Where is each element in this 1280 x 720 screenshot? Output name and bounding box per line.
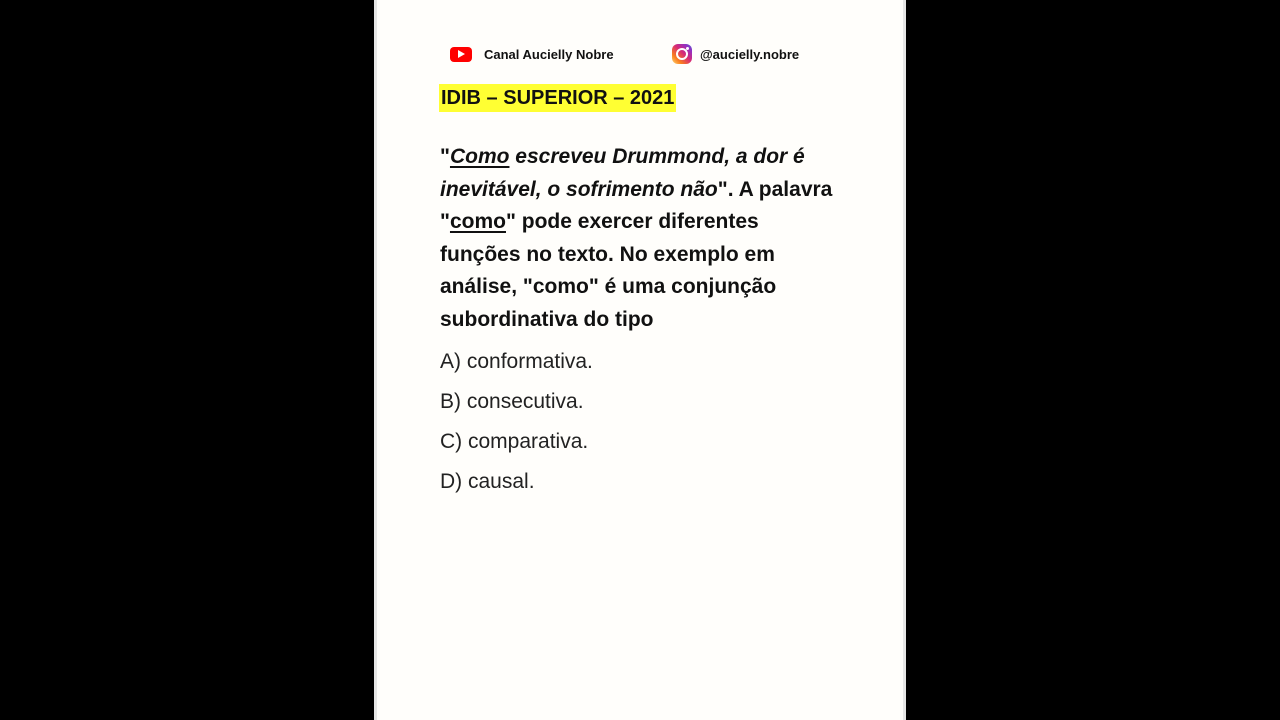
after-quote: ". A palavra " (440, 177, 833, 234)
youtube-channel-label: Canal Aucielly Nobre (484, 46, 614, 62)
question-page (374, 0, 906, 720)
answer-options (440, 342, 593, 502)
exam-tag: IDIB – SUPERIOR – 2021 (439, 84, 676, 112)
youtube-icon (450, 47, 472, 62)
option-a[interactable]: A) conformativa. (440, 350, 593, 373)
quote-rest: escreveu Drummond, a dor é inevitável, o sofrimento não (440, 145, 805, 201)
question-rest: " pode exercer diferentes funções no texto. No exemplo em análise, "como" é uma conjunção subordinativa do tipo (440, 210, 777, 331)
instagram-handle-label: @aucielly.nobre (700, 46, 800, 62)
quote-open: " (440, 145, 450, 168)
option-d[interactable]: D) causal. (440, 470, 535, 493)
instagram-icon (672, 44, 692, 64)
option-b[interactable]: B) consecutiva. (440, 390, 584, 413)
quote-word-underlined: Como (449, 145, 510, 168)
option-c[interactable]: C) comparativa. (440, 430, 589, 453)
question-text (440, 141, 840, 337)
word-underlined: como (449, 210, 506, 234)
instagram-handle[interactable] (672, 43, 799, 65)
youtube-channel[interactable] (450, 43, 614, 65)
